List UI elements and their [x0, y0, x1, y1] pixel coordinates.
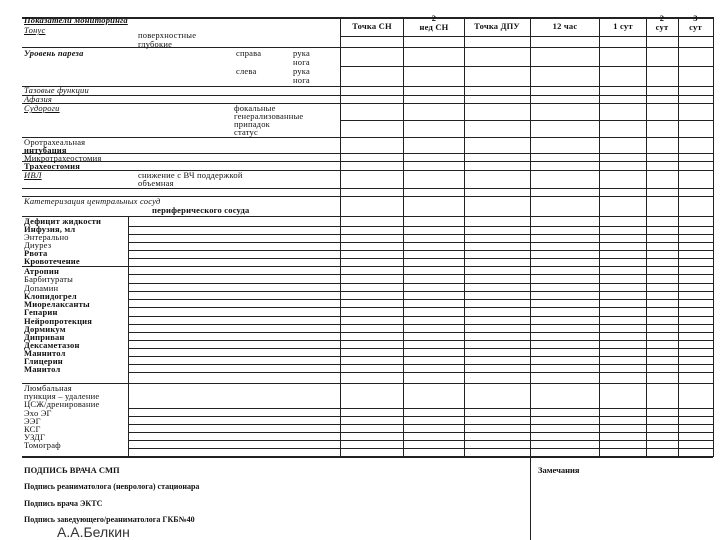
row-line — [340, 66, 713, 67]
barbiturates-label: Барбитураты — [24, 274, 74, 284]
col-line — [678, 17, 679, 457]
row-line — [128, 432, 713, 433]
paresis-left: слева — [236, 66, 257, 76]
limb-2: нога — [293, 57, 310, 67]
signature-resuscitator: Подпись реаниматолога (невролога) стационара — [24, 482, 200, 491]
lumbar-label-2: пункция – удаление — [24, 391, 100, 401]
limb-4: нога — [293, 75, 310, 85]
row-line — [128, 234, 713, 235]
notes-label: Замечания — [538, 465, 580, 475]
column-header-1: Точка СН — [352, 21, 392, 31]
fluid-deficit-label: Дефицит жидкости — [24, 216, 102, 226]
peripheral-label: периферического сосуда — [152, 205, 250, 215]
row-line — [128, 316, 713, 317]
diuresis-label: Диурез — [24, 240, 52, 250]
seizures-sub2: генерализованные — [234, 111, 304, 121]
row-line — [22, 137, 713, 138]
intubation-label-2: интубация — [24, 145, 67, 155]
row-line — [128, 364, 713, 365]
row-line — [22, 383, 713, 384]
catheter-label: Катетеризация центральных сосуд — [24, 196, 161, 206]
row-line — [22, 161, 713, 162]
dexamethasone-label: Дексаметазон — [24, 340, 80, 350]
tomograph-label: Томограф — [24, 440, 61, 450]
ksg-label: КСГ — [24, 424, 41, 434]
row-line — [22, 266, 713, 267]
column-header-7a: 3 — [693, 13, 698, 23]
ventilation-sub1: снижение с ВЧ поддержкой — [138, 170, 243, 180]
row-line — [128, 340, 713, 341]
enteral-label: Энтерально — [24, 232, 69, 242]
bleeding-label: Кровотечение — [24, 256, 80, 266]
col-line — [713, 17, 714, 457]
row-line — [128, 250, 713, 251]
col-line — [530, 17, 531, 457]
eeg-label: ЭЭГ — [24, 416, 41, 426]
row-line — [22, 95, 713, 96]
dormicum-label: Дормикум — [24, 324, 66, 334]
row-line — [22, 86, 713, 87]
row-line — [128, 372, 713, 373]
row-line — [128, 416, 713, 417]
paresis-right: справа — [236, 48, 262, 58]
row-line — [128, 291, 713, 292]
pelvic-label: Тазовые функции — [24, 85, 89, 95]
glycerol-label: Глицерин — [24, 356, 63, 366]
column-header-4: 12 час — [552, 21, 578, 31]
paresis-label: Уровень пареза — [24, 48, 84, 58]
row-line — [128, 299, 713, 300]
tone-sub1: поверхностные — [138, 30, 197, 40]
ventilation-sub2: объемная — [138, 178, 174, 188]
limb-1: рука — [293, 48, 310, 58]
lumbar-label-1: Люмбальная — [24, 383, 72, 393]
uzdg-label: УЗДГ — [24, 432, 46, 442]
row-line — [128, 324, 713, 325]
column-header-2b: нед СН — [419, 22, 449, 32]
row-line — [128, 283, 713, 284]
ventilation-label: ИВЛ — [24, 170, 42, 180]
row-line — [128, 348, 713, 349]
author-caption: А.А.Белкин — [57, 524, 130, 540]
col-line — [340, 17, 341, 457]
infusion-label: Инфузия, мл — [24, 224, 76, 234]
row-line — [340, 36, 713, 37]
row-line — [128, 332, 713, 333]
row-line — [128, 440, 713, 441]
row-line — [128, 258, 713, 259]
row-line — [128, 274, 713, 275]
column-header-5: 1 сут — [613, 21, 633, 31]
row-line — [128, 356, 713, 357]
row-line — [128, 226, 713, 227]
limb-3: рука — [293, 66, 310, 76]
seizures-sub1: фокальные — [234, 103, 276, 113]
row-line — [340, 120, 713, 121]
column-header-3: Точка ДПУ — [474, 21, 520, 31]
col-line — [403, 17, 404, 457]
seizures-sub3: припадок — [234, 119, 270, 129]
tone-sub2: глубокие — [138, 39, 173, 49]
col-line — [599, 17, 600, 457]
col-line — [646, 17, 647, 457]
tone-label: Тонус — [24, 25, 46, 35]
column-header-7b: сут — [689, 22, 702, 32]
col-line — [464, 17, 465, 457]
row-line — [22, 170, 713, 171]
column-header-2a: 2 — [431, 13, 437, 23]
diprivan-label: Диприван — [24, 332, 65, 342]
seizures-label: Судороги — [24, 103, 60, 113]
row-line — [128, 424, 713, 425]
intubation-label-1: Оротрахеальная — [24, 137, 86, 147]
table-bottom-line — [22, 456, 713, 458]
label-divider — [128, 216, 129, 456]
mannitol-label: Маннитол — [24, 348, 66, 358]
signature-ekts: Подпись врача ЭКТС — [24, 499, 103, 508]
heparin-label: Гепарин — [24, 307, 58, 317]
clopidogrel-label: Клопидогрел — [24, 291, 77, 301]
monitoring-heading: Показатели мониторинга — [24, 15, 128, 25]
row-line — [22, 216, 713, 217]
signature-smp: ПОДПИСЬ ВРАЧА СМП — [24, 465, 120, 475]
atropine-label: Атропин — [24, 266, 60, 276]
row-line — [128, 242, 713, 243]
dopamine-label: Допамин — [24, 283, 59, 293]
relaxants-label: Миорелаксанты — [24, 299, 90, 309]
column-header-6a: 2 — [659, 13, 665, 23]
aphasia-label: Афазия — [24, 94, 53, 104]
echo-label: Эхо ЭГ — [24, 408, 52, 418]
signature-head: Подпись заведующего/реаниматолога ГКБ№40 — [24, 515, 195, 524]
manitol2-label: Манитол — [24, 364, 61, 374]
row-line — [128, 448, 713, 449]
row-line — [22, 153, 713, 154]
vomit-label: Рвота — [24, 248, 48, 258]
seizures-sub4: статус — [234, 127, 258, 137]
row-line — [128, 408, 713, 409]
row-line — [128, 307, 713, 308]
microtracheostomy-label: Микротрахеостомия — [24, 153, 102, 163]
footer-divider — [530, 456, 531, 540]
tracheostomy-label: Трахеостомия — [24, 161, 80, 171]
lumbar-label-3: ЦСЖ/дренирование — [24, 399, 100, 409]
row-line — [22, 47, 713, 48]
neuroprotection-label: Нейропротекция — [24, 316, 93, 326]
column-header-6b: сут — [655, 22, 669, 32]
row-line — [22, 103, 713, 104]
row-line — [22, 188, 713, 189]
